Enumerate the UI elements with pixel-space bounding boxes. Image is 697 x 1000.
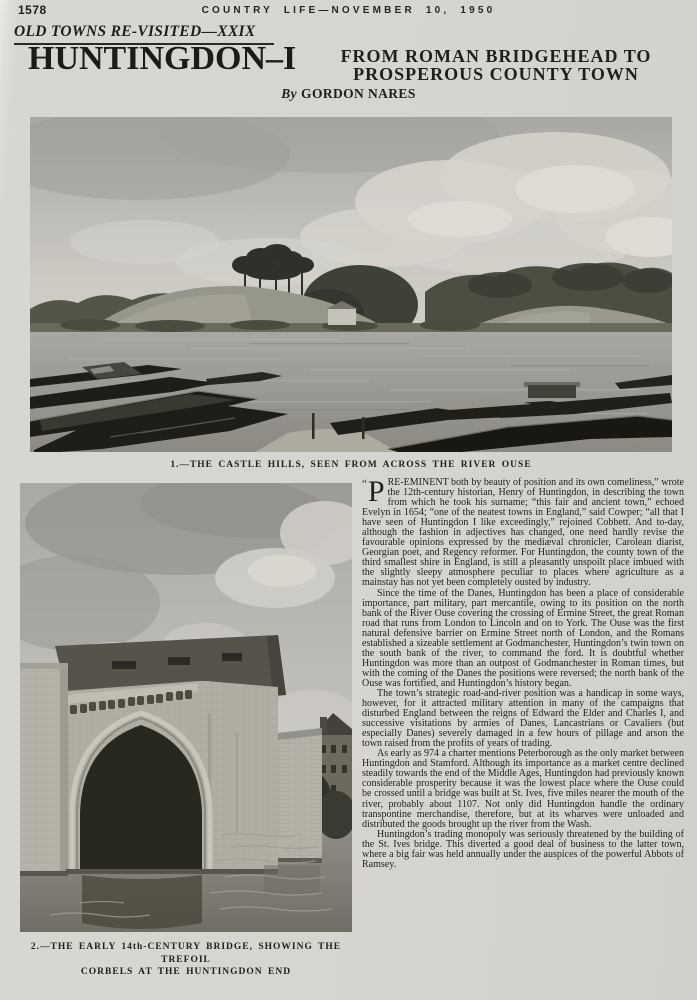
byline-author: GORDON NARES — [301, 86, 416, 101]
caption-2-line-2: CORBELS AT THE HUNTINGDON END — [80, 967, 292, 977]
subtitle-line-1: FROM ROMAN BRIDGEHEAD TO — [340, 46, 652, 66]
article-title: HUNTINGDON–I — [28, 40, 297, 77]
byline-prefix: By — [281, 86, 298, 101]
caption-2-line-1: 2.—THE EARLY 14th-CENTURY BRIDGE, SHOWING THE TREFOIL — [30, 942, 342, 965]
paragraph-1-text: RE-EMINENT both by beauty of position and its own comeliness,” wrote the 12th-century historian, Henry of Huntingdon, in describing the town from which he took his surname; “this fair and ancient town,” echoed Evelyn in 1654; “one of the neatest towns in England,” said Cowper; “all that I have seen of Huntingdon I like exceedingly,” rejoined Cobbett. And to-day, although the fashion in adjectives has changed, one need hardly revise the favourable opinions expressed by the mediæval chronicler, Carolean diarist, Georgian poet, and Regency reformer. For Huntingdon, the county town of the third smallest shire in England, is still a pleasantly unspoilt place imbued with the slightly sleepy atmosphere peculiar to places where agriculture as a mainstay has not yet been completely ousted by industry. — [362, 477, 684, 589]
paragraph-1 — [362, 475, 684, 589]
paragraph-3: The town’s strategic road-and-river position was a handicap in some ways, however, for it attracted military attention in many of the campaigns that disturbed England between the reigns of Edward the Elder and Charles I, and successive visitations by armies of Danes, Lancastrians or Cavaliers (but especially Danes) severely damaged in a few hours of pillage and arson the town raised from the profits of years of trading. — [362, 687, 684, 750]
castle-hills-photo-illustration — [30, 117, 672, 452]
drop-cap: P — [367, 475, 385, 508]
page-number: 1578 — [18, 3, 47, 17]
article-subtitle — [310, 47, 682, 83]
byline — [0, 86, 697, 102]
paragraph-2: Since the time of the Danes, Huntingdon has been a place of considerable importance, part military, part mercantile, owing to its position on the north bank of the River Ouse covering the crossing of Ermine Street, the great Roman road that runs from London to Lincoln and on to York. The Ouse was the first natural defensive barrier on Ermine Street north of London, and the Romans established a sizeable settlement at Godmanchester, Huntingdon’s twin town on the south bank of the river, to command the ford. It is doubtful whether Huntingdon was more than an outpost of Godmanchester in Roman times, but with the coming of the Danes the positions were reversed; the north bank of the Ouse was fortified, and Huntingdon’s history began. — [362, 587, 684, 689]
figure-bridge — [20, 483, 352, 932]
drop-cap-group — [362, 475, 385, 508]
figure-caption-2 — [8, 941, 364, 979]
figure-castle-hills — [30, 117, 672, 452]
journal-masthead: COUNTRY LIFE—NOVEMBER 10, 1950 — [201, 5, 496, 16]
series-heading: OLD TOWNS RE-VISITED—XXIX — [14, 23, 274, 45]
subtitle-line-2: PROSPEROUS COUNTY TOWN — [353, 64, 639, 84]
paragraph-4: As early as 974 a charter mentions Peterborough as the only market between Huntingdon and Stamford. Although its importance as a market centre declined steadily towards the end of the Middle Ages, Huntingdon had previously known considerable prosperity because it was the lowest place where the Ouse could be crossed until a bridge was built at St. Ives, five miles nearer the mouth of the river, probably about 1107. Not only did Huntingdon handle the ordinary transpontine merchandise, therefore, but at its wharves were unloaded and distributed the goods brought up the river from the Wash. — [362, 748, 684, 830]
figure-caption-1: 1.—THE CASTLE HILLS, SEEN FROM ACROSS THE RIVER OUSE — [170, 460, 532, 470]
paragraph-5: Huntingdon’s trading monopoly was seriously threatened by the building of the St. Ives bridge. This diverted a good deal of business to the latter town, where a big fair was held annually under the auspices of the powerful Abbots of Ramsey. — [362, 828, 684, 870]
opening-quote: “ — [362, 478, 367, 490]
article-body — [362, 475, 684, 870]
bridge-photo-illustration — [20, 483, 352, 932]
